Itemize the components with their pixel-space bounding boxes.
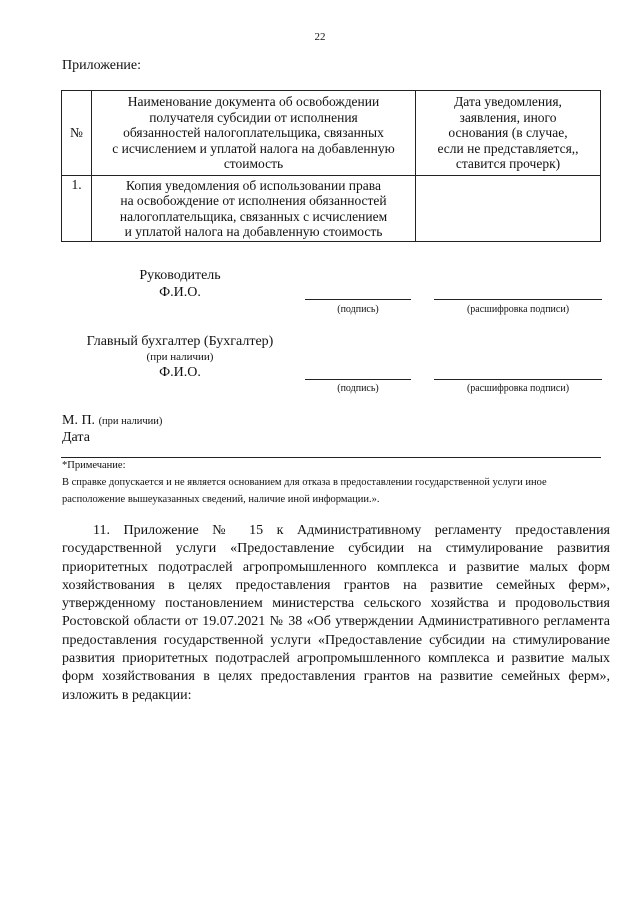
header-name-line: стоимость: [223, 156, 284, 172]
header-date-line: Дата уведомления,: [454, 94, 562, 110]
head-signature-line: [305, 299, 411, 300]
header-name-line: обязанностей налогоплательщика, связанных: [123, 125, 384, 141]
row-name-line: на освобождение от исполнения обязанностей: [120, 193, 387, 209]
row-date: [416, 176, 601, 242]
row-name-line: и уплатой налога на добавленную стоимость: [124, 223, 383, 239]
row-number: 1.: [62, 176, 92, 242]
row-name-line: налогоплательщика, связанных с исчислением: [119, 208, 388, 224]
stamp-label: М. П.: [62, 413, 96, 428]
head-title: Руководитель: [139, 268, 221, 283]
header-date-line: основания (в случае,: [448, 125, 568, 141]
appendix-table: [61, 90, 601, 242]
accountant-note: (при наличии): [146, 351, 214, 363]
stamp-place: [62, 413, 162, 429]
accountant-signature-line: [305, 379, 411, 380]
accountant-decoding-line: [434, 379, 602, 380]
accountant-signature-caption: (подпись): [337, 383, 379, 394]
header-name-line: получателя субсидии от исполнения: [149, 109, 358, 125]
table-header-row: [62, 91, 601, 176]
amendment-paragraph: 11. Приложение № 15 к Административному регламенту предоставления государственной услуги «Предоставление субсидии на стимулирование развития приоритетных подотраслей агропромышленного комплекса и развитие малых форм хозяйствования в целях предоставления грантов на развитие семейных ферм», утвержденному постановлением министерства сельского хозяйства и продовольствия Ростовской области от 19.07.2021 № 38 «Об утверждении Административного регламента предоставления государственной услуги «Предоставление субсидии на стимулирование развития приоритетных подотраслей агропромышленного комплекса и развитие малых форм хозяйствования в целях предоставления грантов на развитие семейных ферм», изложить в редакции:: [62, 523, 610, 703]
header-document-name: [92, 91, 416, 176]
header-date-line: ставится прочерк): [455, 156, 561, 172]
date-label: Дата: [62, 430, 90, 445]
page-number: 22: [314, 31, 326, 43]
accountant-fio: Ф.И.О.: [159, 365, 201, 380]
header-date-line: если не представляется,,: [437, 140, 579, 156]
accountant-title: Главный бухгалтер (Бухгалтер): [86, 334, 274, 349]
accountant-decoding-caption: (расшифровка подписи): [466, 383, 570, 394]
stamp-note: (при наличии): [98, 416, 163, 427]
head-signature-caption: (подпись): [337, 304, 379, 315]
header-notification-date: [416, 91, 601, 176]
footnote-text: В справке допускается и не является основанием для отказа в предоставлении государственной услуги иное расположение вышеуказанных сведений, наличие иной информации.».: [62, 477, 547, 505]
row-name-line: Копия уведомления об использовании права: [126, 177, 381, 193]
header-name-line: с исчислением и уплатой налога на добавленную: [112, 140, 395, 156]
header-date-line: заявления, иного: [459, 109, 557, 125]
row-document-name: [92, 176, 416, 242]
head-fio: Ф.И.О.: [159, 285, 201, 300]
footnote-label: *Примечание:: [62, 460, 126, 471]
table-row: [62, 176, 601, 242]
head-decoding-caption: (расшифровка подписи): [466, 304, 570, 315]
header-name-line: Наименование документа об освобождении: [127, 94, 380, 110]
header-number: №: [62, 91, 92, 176]
appendix-title: Приложение:: [62, 58, 142, 73]
footnote-separator: [61, 457, 601, 458]
head-decoding-line: [434, 299, 602, 300]
